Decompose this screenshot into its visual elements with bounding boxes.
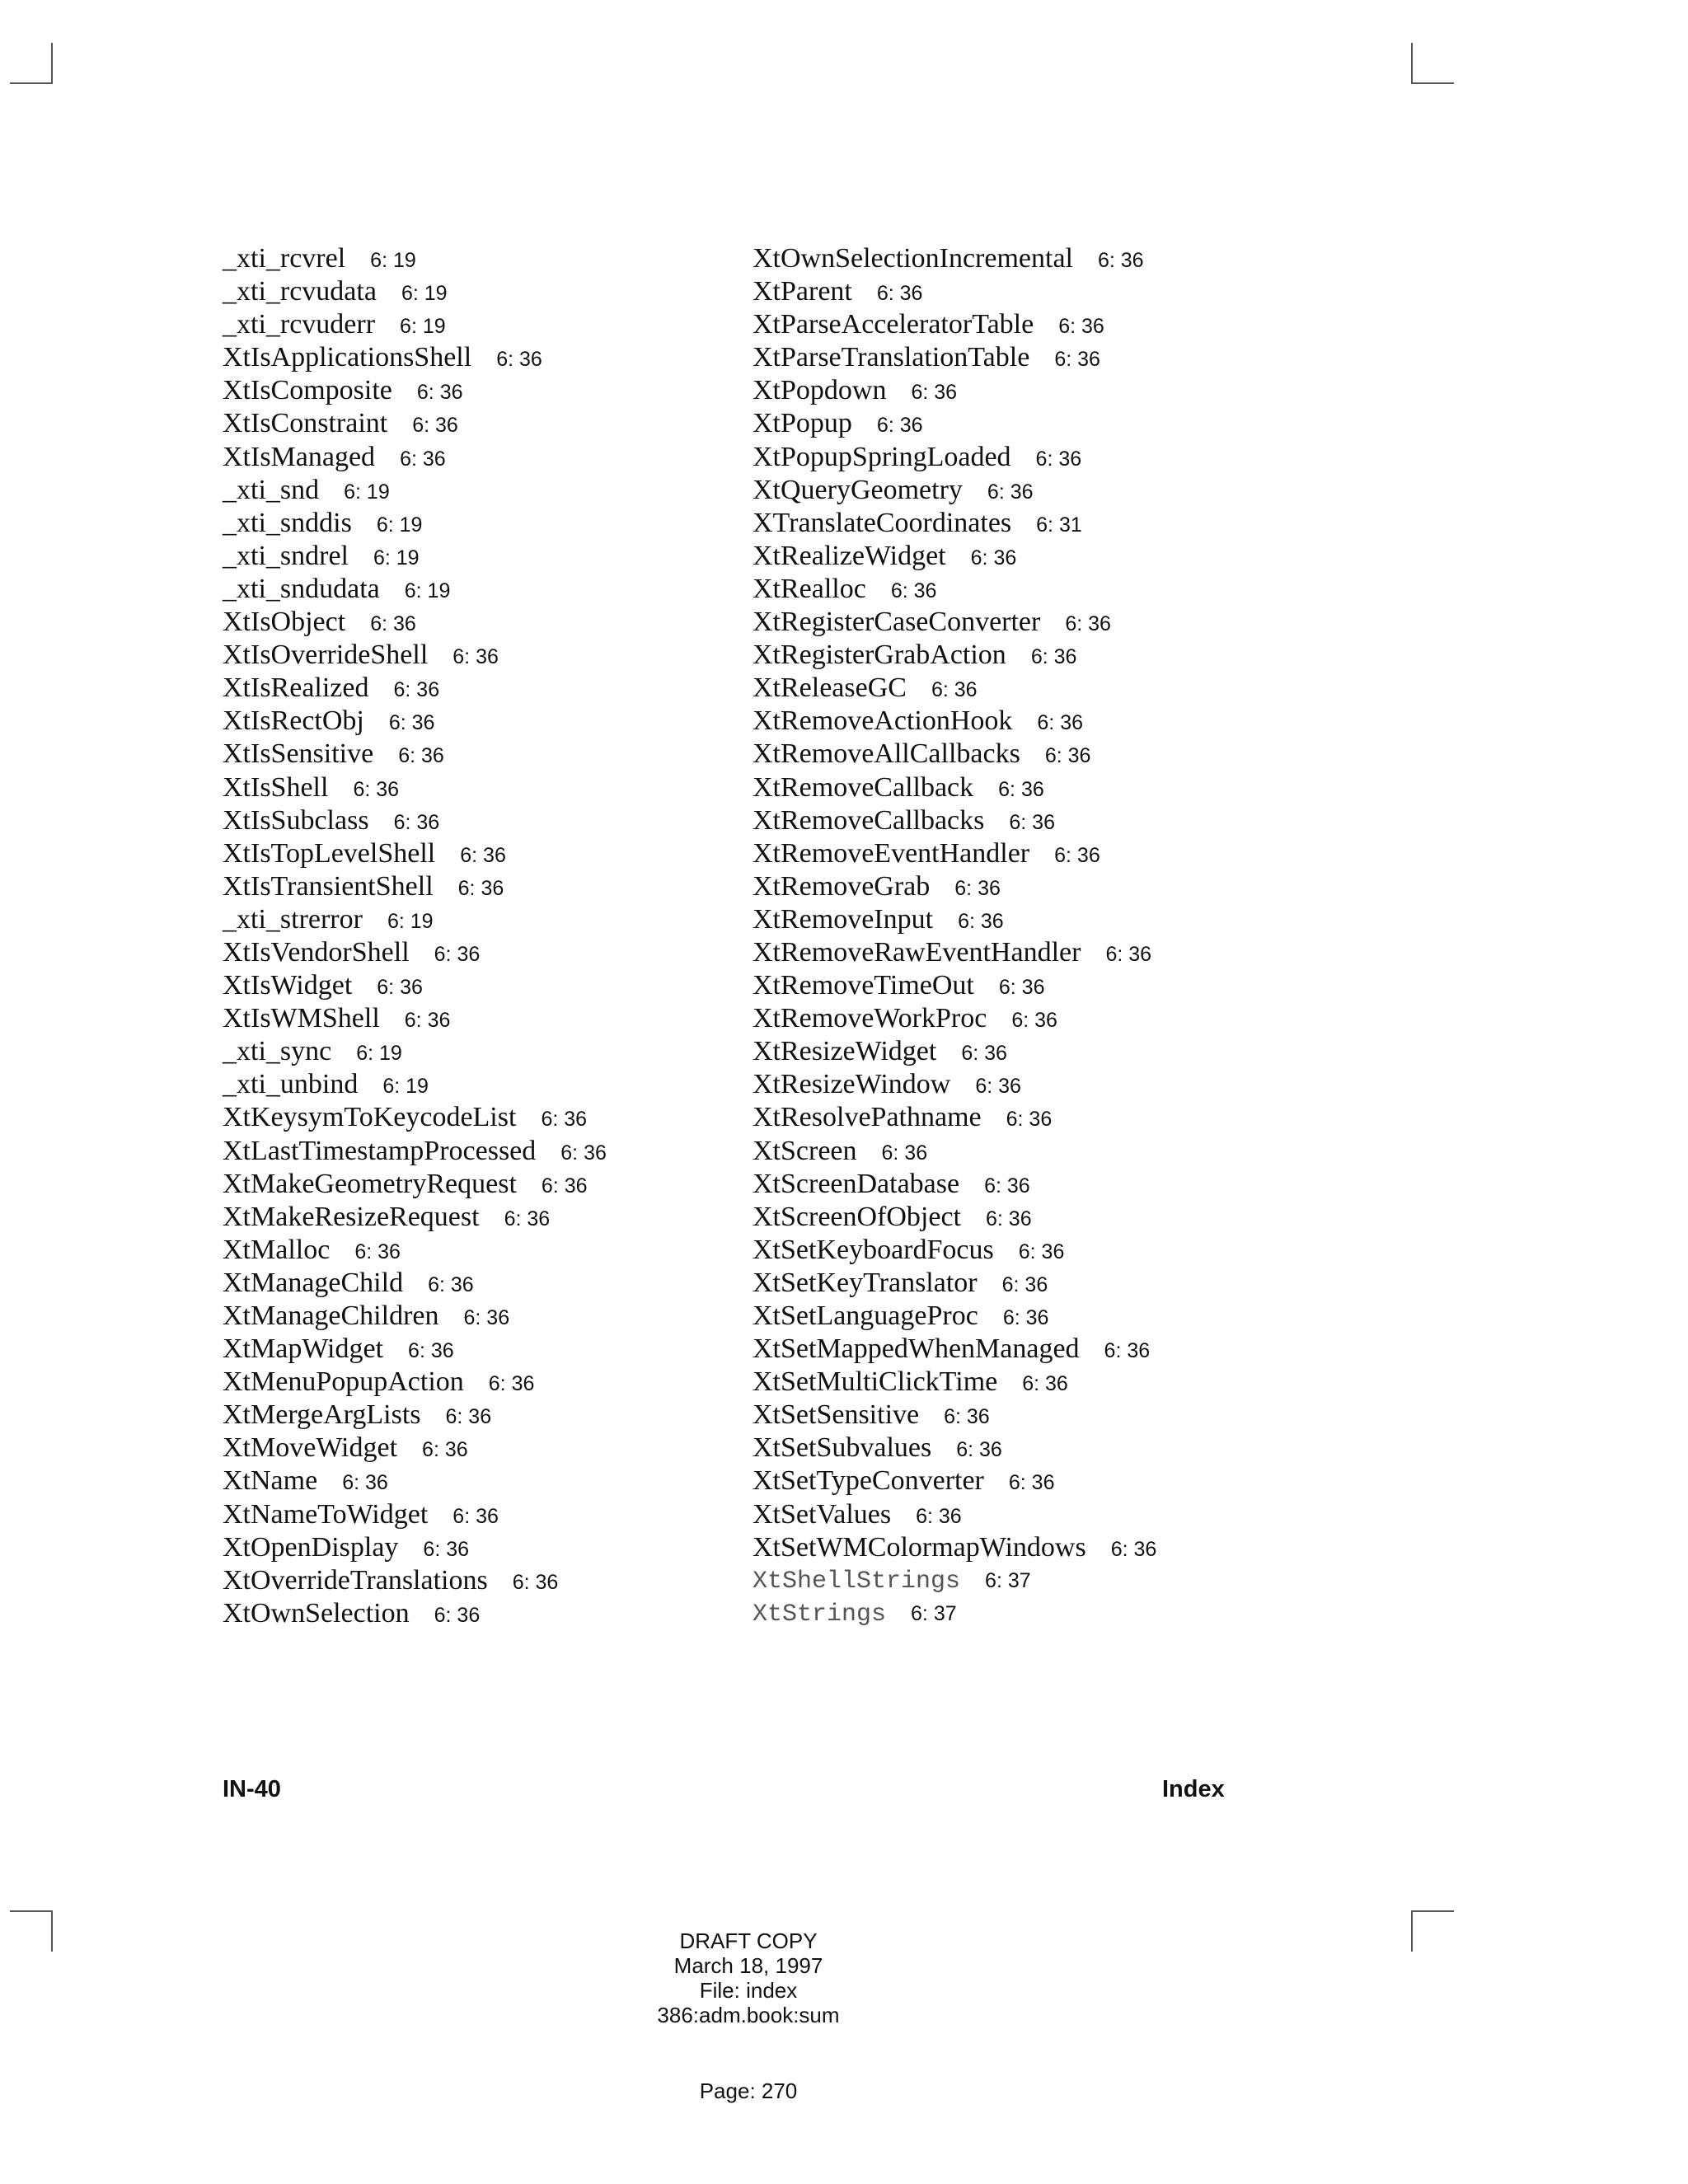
index-entry xyxy=(223,407,607,440)
index-term: XtSetValues xyxy=(753,1498,892,1530)
index-entry xyxy=(223,507,607,540)
index-term: XtLastTimestampProcessed xyxy=(223,1135,537,1166)
index-page-ref: 6: 36 xyxy=(416,381,463,405)
index-entry xyxy=(223,1531,607,1564)
index-entry xyxy=(223,936,607,969)
index-page-ref: 6: 36 xyxy=(408,1339,454,1363)
index-page-ref: 6: 36 xyxy=(541,1108,588,1132)
index-entry xyxy=(753,1135,1156,1168)
crop-mark-bottom-right xyxy=(1411,1910,1454,1952)
index-term: _xti_rcvrel xyxy=(223,243,346,274)
index-term: XtParent xyxy=(753,276,852,307)
index-page-ref: 6: 19 xyxy=(370,249,416,272)
index-page-ref: 6: 19 xyxy=(404,579,451,602)
index-term: XtManageChild xyxy=(223,1267,404,1298)
index-term: _xti_sndrel xyxy=(223,540,349,571)
index-term: XtNameToWidget xyxy=(223,1498,429,1530)
draft-book: 386:adm.book:sum xyxy=(657,2003,840,2027)
index-page-ref: 6: 36 xyxy=(1037,711,1084,735)
index-entry xyxy=(223,1366,607,1399)
index-term: XtRealloc xyxy=(753,573,866,604)
index-page-ref: 6: 36 xyxy=(1097,249,1144,272)
index-entry xyxy=(223,903,607,936)
index-entry xyxy=(753,1068,1156,1101)
index-page-ref: 6: 19 xyxy=(356,1042,402,1066)
index-entry xyxy=(753,1201,1156,1234)
index-page-ref: 6: 36 xyxy=(961,1042,1007,1066)
index-entry xyxy=(753,1498,1156,1531)
index-term: XtRemoveAllCallbacks xyxy=(753,738,1020,770)
index-entry xyxy=(753,573,1156,606)
index-entry xyxy=(753,374,1156,407)
index-entry xyxy=(223,1101,607,1134)
index-entry xyxy=(753,639,1156,672)
index-term: XtReleaseGC xyxy=(753,673,907,704)
index-term: XtRemoveCallbacks xyxy=(753,804,985,836)
index-page-ref: 6: 36 xyxy=(1006,1108,1053,1132)
index-entry xyxy=(753,1597,1156,1630)
index-entry xyxy=(223,1267,607,1300)
index-term: _xti_snd xyxy=(223,474,320,505)
index-entry xyxy=(753,705,1156,738)
index-page-ref: 6: 19 xyxy=(400,315,446,339)
index-page-ref: 6: 36 xyxy=(560,1141,607,1165)
index-entry xyxy=(223,738,607,771)
index-term: XtMakeResizeRequest xyxy=(223,1201,480,1232)
index-page-ref: 6: 36 xyxy=(457,876,504,900)
index-term: XtManageChildren xyxy=(223,1301,439,1331)
index-term: XtName xyxy=(223,1465,318,1497)
index-term: XtOwnSelection xyxy=(223,1597,410,1629)
index-term: XtIsShell xyxy=(223,771,329,803)
index-entry xyxy=(223,573,607,606)
index-term: XtSetSubvalues xyxy=(753,1432,932,1464)
index-term: XtResolvePathname xyxy=(753,1102,982,1133)
index-term: _xti_unbind xyxy=(223,1069,359,1100)
index-term: XtIsTransientShell xyxy=(223,870,434,902)
index-term: XtRegisterCaseConverter xyxy=(753,607,1041,638)
index-page-ref: 6: 19 xyxy=(401,282,448,306)
index-entry xyxy=(753,474,1156,507)
index-entry xyxy=(753,870,1156,903)
index-entry xyxy=(753,771,1156,804)
index-entry xyxy=(223,639,607,672)
index-entry xyxy=(223,441,607,474)
index-term: XtRemoveGrab xyxy=(753,870,931,902)
index-page-ref: 6: 36 xyxy=(541,1174,588,1197)
index-page-ref: 6: 19 xyxy=(344,480,390,504)
index-entry xyxy=(223,1068,607,1101)
index-entry xyxy=(223,837,607,870)
index-entry xyxy=(753,1300,1156,1333)
section-title: Index xyxy=(1162,1776,1225,1802)
index-term: XtSetTypeConverter xyxy=(753,1465,984,1497)
index-page-ref: 6: 36 xyxy=(881,1141,928,1165)
index-entry xyxy=(753,606,1156,639)
index-entry xyxy=(223,705,607,738)
index-page-ref: 6: 36 xyxy=(393,810,440,834)
index-entry xyxy=(753,407,1156,440)
index-term: XtIsWidget xyxy=(223,970,353,1001)
index-page-ref: 6: 36 xyxy=(452,1504,499,1528)
index-entry xyxy=(753,275,1156,308)
index-page-ref: 6: 36 xyxy=(463,1306,510,1329)
crop-mark-bottom-left xyxy=(10,1910,53,1952)
index-page-ref: 6: 36 xyxy=(488,1372,535,1396)
index-term: XtIsTopLevelShell xyxy=(223,837,436,869)
page-label: IN-40 xyxy=(223,1776,281,1802)
index-entry xyxy=(223,474,607,507)
index-page-ref: 6: 36 xyxy=(1105,942,1152,966)
index-term: _xti_sndudata xyxy=(223,573,380,604)
index-term: XtIsVendorShell xyxy=(223,936,410,968)
index-entry xyxy=(223,1135,607,1168)
index-entry xyxy=(223,341,607,374)
index-entry xyxy=(223,374,607,407)
index-page-ref: 6: 31 xyxy=(1036,513,1082,537)
index-term: XtMalloc xyxy=(223,1234,331,1265)
index-term: XtIsApplicationsShell xyxy=(223,342,472,373)
index-term: XtResizeWindow xyxy=(753,1069,951,1100)
index-term: XtOverrideTranslations xyxy=(223,1564,488,1596)
index-entry xyxy=(223,1399,607,1432)
index-entry xyxy=(753,1399,1156,1432)
index-term: XtMergeArgLists xyxy=(223,1399,421,1431)
index-page-ref: 6: 36 xyxy=(452,645,499,669)
index-entry xyxy=(753,1333,1156,1366)
crop-mark-top-left xyxy=(10,43,53,84)
index-term: XtSetKeyboardFocus xyxy=(753,1234,994,1265)
index-entry xyxy=(223,771,607,804)
index-term: XtIsManaged xyxy=(223,441,376,472)
index-entry xyxy=(753,804,1156,837)
index-entry xyxy=(753,969,1156,1002)
index-page-ref: 6: 36 xyxy=(916,1504,962,1528)
index-page-ref: 6: 36 xyxy=(1054,843,1100,867)
index-term: XtIsObject xyxy=(223,607,346,638)
index-term: XtIsComposite xyxy=(223,375,392,406)
index-page-ref: 6: 36 xyxy=(1001,1272,1048,1296)
index-page-ref: 6: 36 xyxy=(1009,810,1055,834)
page-number: Page: 270 xyxy=(699,2079,798,2103)
index-page-ref: 6: 36 xyxy=(876,414,923,438)
index-page-ref: 6: 36 xyxy=(1030,645,1077,669)
index-term: XtRemoveTimeOut xyxy=(753,970,974,1001)
index-entry xyxy=(223,1201,607,1234)
draft-line: DRAFT COPY xyxy=(679,1929,818,1953)
index-term: _xti_strerror xyxy=(223,903,363,935)
index-entry xyxy=(223,672,607,705)
index-entry xyxy=(753,242,1156,275)
index-term: XtIsRectObj xyxy=(223,705,364,737)
index-term: XtIsWMShell xyxy=(223,1003,380,1034)
index-page-ref: 6: 36 xyxy=(404,1009,451,1033)
index-page-ref: 6: 36 xyxy=(393,678,440,702)
index-entry xyxy=(223,1300,607,1333)
index-page-ref: 6: 19 xyxy=(373,546,420,569)
index-page-ref: 6: 19 xyxy=(376,513,423,537)
index-column-right xyxy=(753,242,1156,1630)
index-page-ref: 6: 36 xyxy=(434,1603,481,1627)
index-entry xyxy=(223,969,607,1002)
draft-date: March 18, 1997 xyxy=(673,1953,823,1978)
index-term: XtParseTranslationTable xyxy=(753,342,1030,373)
index-entry xyxy=(753,1035,1156,1068)
index-term: XtResizeWidget xyxy=(753,1036,937,1067)
index-page-ref: 6: 36 xyxy=(412,414,458,438)
index-page-ref: 6: 36 xyxy=(1018,1240,1065,1263)
index-column-left xyxy=(223,242,607,1630)
index-page-ref: 6: 36 xyxy=(984,1174,1030,1197)
index-page-ref: 6: 36 xyxy=(876,282,923,306)
index-page-ref: 6: 36 xyxy=(1011,1009,1057,1033)
index-term: XTranslateCoordinates xyxy=(753,507,1012,538)
index-page-ref: 6: 36 xyxy=(434,942,481,966)
index-term: XtScreenOfObject xyxy=(753,1201,962,1232)
index-entry xyxy=(753,1564,1156,1597)
index-term: XtPopdown xyxy=(753,375,887,406)
index-page-ref: 6: 36 xyxy=(1022,1372,1068,1396)
index-entry xyxy=(223,1234,607,1267)
index-term: XtSetKeyTranslator xyxy=(753,1267,978,1298)
index-term: XtOpenDisplay xyxy=(223,1531,399,1563)
index-entry xyxy=(753,507,1156,540)
index-entry xyxy=(223,1002,607,1035)
index-page-ref: 6: 36 xyxy=(890,579,937,602)
index-page-ref: 6: 36 xyxy=(504,1207,551,1230)
index-page-ref: 6: 36 xyxy=(422,1438,468,1462)
index-page-ref: 6: 36 xyxy=(1035,447,1082,471)
index-page-ref: 6: 36 xyxy=(1065,612,1111,636)
index-entry xyxy=(223,1432,607,1465)
index-entry xyxy=(223,1168,607,1201)
index-entry xyxy=(753,341,1156,374)
index-page-ref: 6: 36 xyxy=(445,1405,492,1429)
index-entry xyxy=(753,1234,1156,1267)
index-entry xyxy=(753,1432,1156,1465)
index-term: XtParseAcceleratorTable xyxy=(753,309,1034,340)
index-page-ref: 6: 36 xyxy=(1054,348,1100,372)
index-term: XtPopup xyxy=(753,408,852,439)
index-entry xyxy=(223,308,607,341)
index-entry xyxy=(223,1564,607,1597)
index-page-ref: 6: 36 xyxy=(998,976,1045,1000)
index-page-ref: 6: 36 xyxy=(956,1438,1002,1462)
index-entry xyxy=(223,242,607,275)
index-term: _xti_rcvuderr xyxy=(223,309,376,340)
index-term: XtSetWMColormapWindows xyxy=(753,1531,1086,1563)
index-entry xyxy=(223,1465,607,1497)
index-entry xyxy=(753,903,1156,936)
index-page-ref: 6: 36 xyxy=(400,447,446,471)
index-term: XtIsConstraint xyxy=(223,408,388,439)
index-term: XtRemoveEventHandler xyxy=(753,837,1030,869)
index-entry xyxy=(223,1597,607,1630)
index-entry xyxy=(753,672,1156,705)
index-term: XtRemoveWorkProc xyxy=(753,1003,987,1034)
index-page-ref: 6: 36 xyxy=(377,976,423,1000)
crop-mark-top-right xyxy=(1411,43,1454,84)
index-entry xyxy=(223,1498,607,1531)
index-term: XtMoveWidget xyxy=(223,1432,398,1464)
index-entry xyxy=(223,540,607,573)
index-entry xyxy=(753,1101,1156,1134)
index-term: XtRegisterGrabAction xyxy=(753,640,1006,671)
index-entry xyxy=(223,1333,607,1366)
index-page-ref: 6: 36 xyxy=(398,744,444,768)
index-entry xyxy=(753,1002,1156,1035)
index-page-ref: 6: 36 xyxy=(354,1240,401,1263)
index-entry xyxy=(753,1465,1156,1497)
index-page-ref: 6: 36 xyxy=(423,1537,470,1561)
index-term: XtIsRealized xyxy=(223,673,369,704)
index-term: XtRemoveInput xyxy=(753,903,934,935)
index-page-ref: 6: 19 xyxy=(387,909,434,933)
index-entry xyxy=(753,738,1156,771)
index-term: XtKeysymToKeycodeList xyxy=(223,1102,517,1133)
index-page-ref: 6: 36 xyxy=(958,909,1004,933)
index-term: XtIsOverrideShell xyxy=(223,640,429,671)
index-page-ref: 6: 37 xyxy=(985,1568,1031,1592)
index-term: XtMenuPopupAction xyxy=(223,1366,464,1398)
index-page-ref: 6: 36 xyxy=(1110,1537,1157,1561)
index-page-ref: 6: 36 xyxy=(1002,1306,1049,1329)
index-page-ref: 6: 36 xyxy=(512,1570,559,1594)
draft-stamp xyxy=(584,1929,913,2027)
index-page-ref: 6: 36 xyxy=(1104,1339,1151,1363)
index-term: XtMapWidget xyxy=(223,1333,384,1365)
index-page-ref: 6: 36 xyxy=(911,381,958,405)
index-term: XtSetMappedWhenManaged xyxy=(753,1333,1080,1365)
index-entry xyxy=(223,1035,607,1068)
index-entry xyxy=(753,1168,1156,1201)
index-term: XtQueryGeometry xyxy=(753,474,963,505)
index-page-ref: 6: 36 xyxy=(987,480,1034,504)
index-term: XtScreenDatabase xyxy=(753,1168,960,1199)
index-entry xyxy=(753,936,1156,969)
index-page-ref: 6: 36 xyxy=(342,1471,388,1495)
index-page-ref: 6: 19 xyxy=(382,1075,429,1099)
draft-file: File: index xyxy=(699,1978,798,2003)
index-page-ref: 6: 36 xyxy=(353,777,400,801)
index-term: XtSetMultiClickTime xyxy=(753,1366,998,1398)
index-page-ref: 6: 36 xyxy=(931,678,978,702)
index-page-ref: 6: 36 xyxy=(998,777,1044,801)
index-entry xyxy=(753,1267,1156,1300)
index-page-ref: 6: 36 xyxy=(1044,744,1091,768)
index-term: XtSetLanguageProc xyxy=(753,1301,978,1331)
index-term: XtRealizeWidget xyxy=(753,540,946,571)
index-page-ref: 6: 36 xyxy=(370,612,416,636)
index-term: XtSetSensitive xyxy=(753,1399,920,1431)
index-term: _xti_rcvudata xyxy=(223,276,377,307)
index-page-ref: 6: 36 xyxy=(496,348,542,372)
index-entry xyxy=(753,308,1156,341)
index-entry xyxy=(223,804,607,837)
index-entry xyxy=(223,870,607,903)
index-page-ref: 6: 36 xyxy=(460,843,506,867)
index-entry xyxy=(753,1531,1156,1564)
index-term: XtPopupSpringLoaded xyxy=(753,441,1011,472)
index-term: _xti_sync xyxy=(223,1036,332,1067)
index-term: XtIsSubclass xyxy=(223,804,369,836)
index-entry xyxy=(223,606,607,639)
index-page-ref: 6: 36 xyxy=(970,546,1017,569)
index-page-ref: 6: 36 xyxy=(944,1405,990,1429)
index-term: XtScreen xyxy=(753,1135,857,1166)
index-term: XtShellStrings xyxy=(753,1567,961,1596)
index-term: XtRemoveRawEventHandler xyxy=(753,936,1081,968)
index-page-ref: 6: 36 xyxy=(975,1075,1021,1099)
index-page-ref: 6: 36 xyxy=(954,876,1001,900)
index-term: XtStrings xyxy=(753,1600,887,1629)
index-term: XtOwnSelectionIncremental xyxy=(753,243,1073,274)
index-entry xyxy=(753,837,1156,870)
index-entry xyxy=(753,441,1156,474)
index-term: _xti_snddis xyxy=(223,507,352,538)
index-page-ref: 6: 37 xyxy=(911,1601,957,1625)
index-page-ref: 6: 36 xyxy=(986,1207,1032,1230)
index-entry xyxy=(223,275,607,308)
index-page-ref: 6: 36 xyxy=(388,711,435,735)
index-entry xyxy=(753,1366,1156,1399)
index-page-ref: 6: 36 xyxy=(428,1272,474,1296)
index-entry xyxy=(753,540,1156,573)
index-term: XtRemoveActionHook xyxy=(753,705,1013,737)
index-page-ref: 6: 36 xyxy=(1008,1471,1055,1495)
index-page-ref: 6: 36 xyxy=(1058,315,1104,339)
index-term: XtIsSensitive xyxy=(223,738,374,770)
index-term: XtRemoveCallback xyxy=(753,771,974,803)
index-term: XtMakeGeometryRequest xyxy=(223,1168,517,1199)
